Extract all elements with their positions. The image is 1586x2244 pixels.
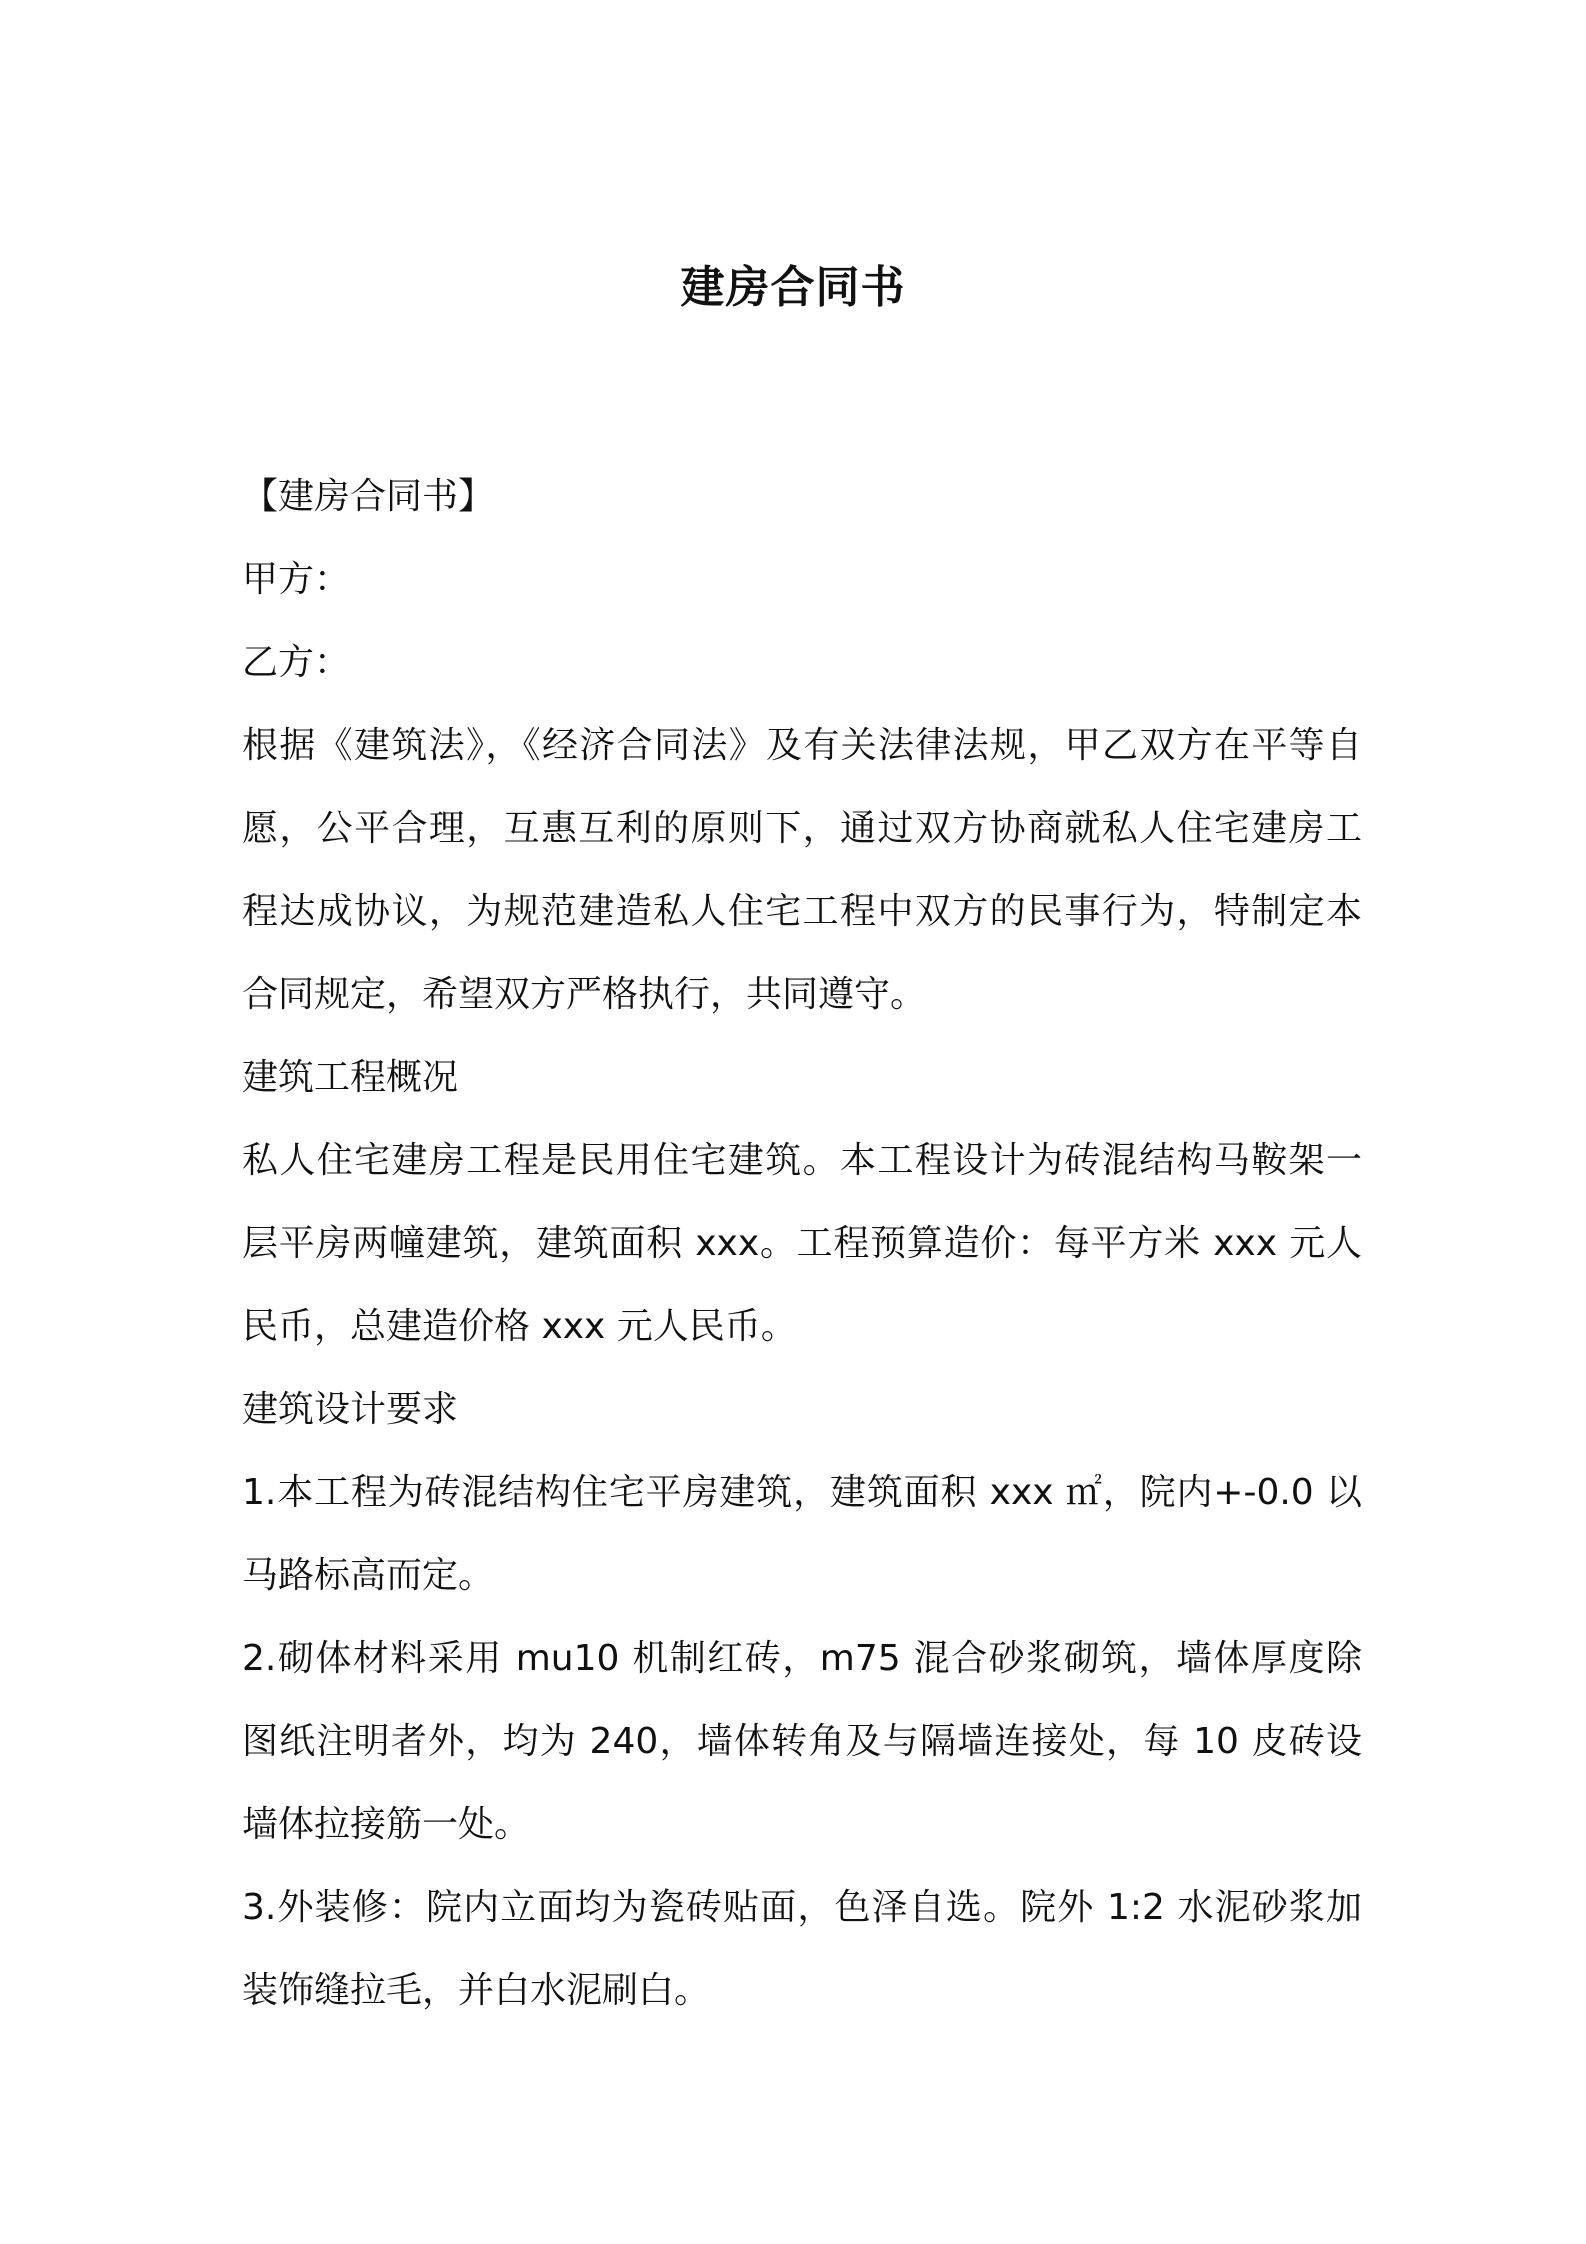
intro-line: 程达成协议，为规范建造私人住宅工程中双方的民事行为，特制定本 [242,891,1362,932]
party-a-label: 甲方： [242,559,351,600]
party-b-label: 乙方： [242,642,351,683]
item3-line: 3.外装修：院内立面均为瓷砖贴面，色泽自选。院外 1:2 水泥砂浆加 [242,1887,1362,1928]
item2-line: 2.砌体材料采用 mu10 机制红砖，m75 混合砂浆砌筑，墙体厚度除 [242,1638,1362,1679]
intro-line: 合同规定，希望双方严格执行，共同遵守。 [242,974,927,1015]
section1-title: 建筑工程概况 [242,1057,459,1098]
document-title: 建房合同书 [680,262,906,313]
item3-line: 装饰缝拉毛，并白水泥刷白。 [242,1970,711,2011]
intro-line: 愿，公平合理，互惠互利的原则下，通过双方协商就私人住宅建房工 [242,808,1362,849]
section2-title: 建筑设计要求 [242,1389,459,1430]
item1-line: 马路标高而定。 [242,1555,495,1596]
section1-line: 私人住宅建房工程是民用住宅建筑。本工程设计为砖混结构马鞍架一 [242,1140,1362,1181]
document-body [242,455,1362,2032]
section1-line: 民币，总建造价格 xxx 元人民币。 [242,1306,797,1347]
section1-line: 层平房两幢建筑，建筑面积 xxx。工程预算造价：每平方米 xxx 元人 [242,1223,1362,1264]
item2-line: 墙体拉接筋一处。 [242,1804,531,1845]
intro-line: 根据《建筑法》，《经济合同法》及有关法律法规，甲乙双方在平等自 [242,725,1362,766]
heading-bracket: 【建房合同书】 [242,476,495,517]
item1-line: 1.本工程为砖混结构住宅平房建筑，建筑面积 xxx ㎡，院内+-0.0 以 [242,1472,1362,1513]
item2-line: 图纸注明者外，均为 240，墙体转角及与隔墙连接处，每 10 皮砖设 [242,1721,1362,1762]
